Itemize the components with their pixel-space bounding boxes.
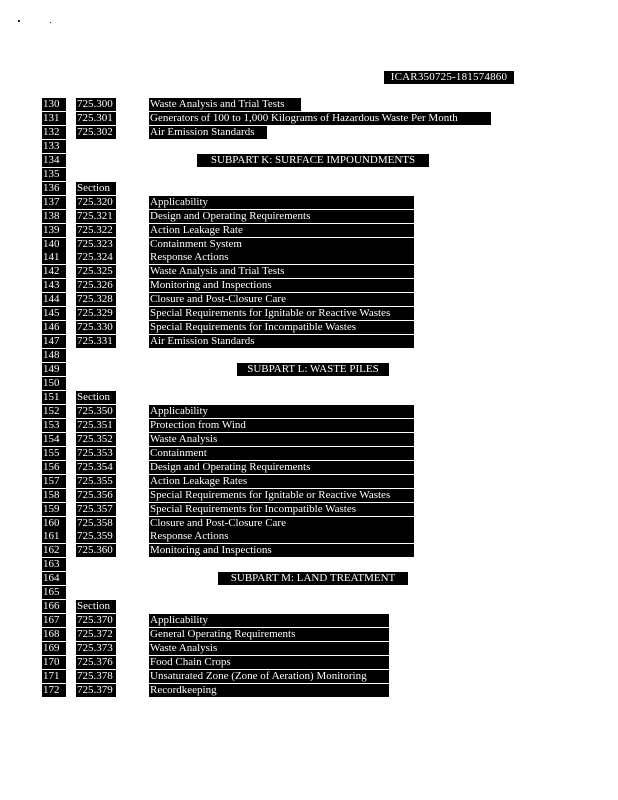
- line-number: 157: [42, 475, 66, 488]
- subpart-heading-row: [0, 363, 618, 376]
- table-row: [0, 112, 618, 125]
- section-title: Design and Operating Requirements: [149, 461, 414, 474]
- table-row: [0, 210, 618, 223]
- line-number: 170: [42, 656, 66, 669]
- section-title: General Operating Requirements: [149, 628, 389, 641]
- line-number: 171: [42, 670, 66, 683]
- table-row: [0, 182, 618, 195]
- line-number: 159: [42, 503, 66, 516]
- section-title: Air Emission Standards: [149, 126, 267, 139]
- table-row: [0, 419, 618, 432]
- section-number: 725.331: [76, 335, 116, 348]
- scan-speck: [50, 22, 51, 23]
- section-title: Design and Operating Requirements: [149, 210, 414, 223]
- section-number: 725.370: [76, 614, 116, 627]
- line-number: 163: [42, 558, 66, 571]
- section-number: 725.302: [76, 126, 116, 139]
- table-row: [0, 168, 618, 181]
- section-number: 725.379: [76, 684, 116, 697]
- line-number: 166: [42, 600, 66, 613]
- section-title: Applicability: [149, 196, 414, 209]
- line-number: 152: [42, 405, 66, 418]
- table-row: [0, 530, 618, 543]
- line-number: 135: [42, 168, 66, 181]
- line-number: 155: [42, 447, 66, 460]
- section-title: Recordkeeping: [149, 684, 389, 697]
- line-number: 167: [42, 614, 66, 627]
- table-row: [0, 307, 618, 320]
- section-number: 725.300: [76, 98, 116, 111]
- table-row: [0, 335, 618, 348]
- section-number: 725.321: [76, 210, 116, 223]
- section-number: 725.360: [76, 544, 116, 557]
- section-title: Closure and Post-Closure Care: [149, 517, 414, 530]
- section-title: Response Actions: [149, 530, 414, 543]
- section-number: 725.328: [76, 293, 116, 306]
- section-number: 725.357: [76, 503, 116, 516]
- section-number: 725.329: [76, 307, 116, 320]
- section-title: Monitoring and Inspections: [149, 544, 414, 557]
- section-number: 725.330: [76, 321, 116, 334]
- section-number: 725.350: [76, 405, 116, 418]
- section-number: 725.356: [76, 489, 116, 502]
- line-number: 161: [42, 530, 66, 543]
- subpart-heading: SUBPART M: LAND TREATMENT: [218, 572, 408, 585]
- line-number: 154: [42, 433, 66, 446]
- section-title: Action Leakage Rates: [149, 475, 414, 488]
- section-number: 725.324: [76, 251, 116, 264]
- section-title: Generators of 100 to 1,000 Kilograms of Hazardous Waste Per Month: [149, 112, 491, 125]
- section-number: 725.376: [76, 656, 116, 669]
- line-number: 148: [42, 349, 66, 362]
- table-row: [0, 265, 618, 278]
- scan-speck: [18, 20, 20, 22]
- line-number: 143: [42, 279, 66, 292]
- section-title: Monitoring and Inspections: [149, 279, 414, 292]
- table-row: [0, 98, 618, 111]
- section-number: 725.378: [76, 670, 116, 683]
- section-number: 725.326: [76, 279, 116, 292]
- table-row: [0, 321, 618, 334]
- section-title: Waste Analysis: [149, 642, 389, 655]
- table-row: [0, 126, 618, 139]
- section-number: 725.351: [76, 419, 116, 432]
- line-number: 146: [42, 321, 66, 334]
- line-number: 149: [42, 363, 66, 376]
- table-row: [0, 628, 618, 641]
- subpart-heading: SUBPART K: SURFACE IMPOUNDMENTS: [197, 154, 429, 167]
- line-number: 138: [42, 210, 66, 223]
- line-number: 142: [42, 265, 66, 278]
- line-number: 165: [42, 586, 66, 599]
- document-id: ICAR350725-181574860: [384, 71, 514, 84]
- section-title: Waste Analysis and Trial Tests: [149, 98, 301, 111]
- line-number: 136: [42, 182, 66, 195]
- section-title: Special Requirements for Incompatible Wastes: [149, 503, 414, 516]
- table-row: [0, 600, 618, 613]
- line-number: 134: [42, 154, 66, 167]
- table-row: [0, 349, 618, 362]
- table-row: [0, 517, 618, 530]
- section-title: Applicability: [149, 405, 414, 418]
- section-title: Applicability: [149, 614, 389, 627]
- line-number: 158: [42, 489, 66, 502]
- line-number: 172: [42, 684, 66, 697]
- table-row: [0, 461, 618, 474]
- line-number: 150: [42, 377, 66, 390]
- line-number: 153: [42, 419, 66, 432]
- line-number: 131: [42, 112, 66, 125]
- section-number: 725.355: [76, 475, 116, 488]
- section-number: 725.353: [76, 447, 116, 460]
- line-number: 137: [42, 196, 66, 209]
- subpart-heading-row: [0, 154, 618, 167]
- section-title: Air Emission Standards: [149, 335, 414, 348]
- line-number: 145: [42, 307, 66, 320]
- section-number: 725.372: [76, 628, 116, 641]
- line-number: 156: [42, 461, 66, 474]
- section-number: 725.323: [76, 238, 116, 251]
- subpart-heading: SUBPART L: WASTE PILES: [237, 363, 389, 376]
- table-row: [0, 224, 618, 237]
- line-number: 162: [42, 544, 66, 557]
- section-title: Action Leakage Rate: [149, 224, 414, 237]
- table-row: [0, 489, 618, 502]
- line-number: 168: [42, 628, 66, 641]
- section-number: Section: [76, 182, 116, 195]
- table-row: [0, 293, 618, 306]
- section-number: 725.325: [76, 265, 116, 278]
- table-row: [0, 238, 618, 251]
- table-row: [0, 196, 618, 209]
- section-title: Waste Analysis and Trial Tests: [149, 265, 414, 278]
- line-number: 133: [42, 140, 66, 153]
- section-title: Special Requirements for Incompatible Wastes: [149, 321, 414, 334]
- line-number: 151: [42, 391, 66, 404]
- section-number: 725.322: [76, 224, 116, 237]
- line-number: 139: [42, 224, 66, 237]
- section-title: Response Actions: [149, 251, 414, 264]
- table-row: [0, 614, 618, 627]
- section-number: Section: [76, 391, 116, 404]
- table-row: [0, 405, 618, 418]
- section-title: Closure and Post-Closure Care: [149, 293, 414, 306]
- section-title: Food Chain Crops: [149, 656, 389, 669]
- table-row: [0, 433, 618, 446]
- section-title: Protection from Wind: [149, 419, 414, 432]
- line-number: 147: [42, 335, 66, 348]
- table-row: [0, 447, 618, 460]
- table-row: [0, 642, 618, 655]
- line-number: 140: [42, 238, 66, 251]
- section-title: Containment: [149, 447, 414, 460]
- line-number: 164: [42, 572, 66, 585]
- section-number: 725.358: [76, 517, 116, 530]
- table-row: [0, 586, 618, 599]
- section-title: Waste Analysis: [149, 433, 414, 446]
- table-row: [0, 558, 618, 571]
- table-row: [0, 391, 618, 404]
- table-row: [0, 140, 618, 153]
- table-row: [0, 503, 618, 516]
- line-number: 141: [42, 251, 66, 264]
- line-number: 160: [42, 517, 66, 530]
- section-number: 725.301: [76, 112, 116, 125]
- table-row: [0, 475, 618, 488]
- section-title: Unsaturated Zone (Zone of Aeration) Monitoring: [149, 670, 389, 683]
- section-number: 725.373: [76, 642, 116, 655]
- section-number: 725.352: [76, 433, 116, 446]
- section-number: Section: [76, 600, 116, 613]
- table-row: [0, 279, 618, 292]
- table-row: [0, 656, 618, 669]
- table-row: [0, 251, 618, 264]
- line-number: 169: [42, 642, 66, 655]
- section-number: 725.354: [76, 461, 116, 474]
- table-row: [0, 684, 618, 697]
- line-number: 144: [42, 293, 66, 306]
- table-row: [0, 670, 618, 683]
- section-number: 725.359: [76, 530, 116, 543]
- table-row: [0, 377, 618, 390]
- section-title: Special Requirements for Ignitable or Reactive Wastes: [149, 307, 414, 320]
- section-title: Containment System: [149, 238, 414, 251]
- table-row: [0, 544, 618, 557]
- line-number: 130: [42, 98, 66, 111]
- subpart-heading-row: [0, 572, 618, 585]
- line-number: 132: [42, 126, 66, 139]
- section-title: Special Requirements for Ignitable or Reactive Wastes: [149, 489, 414, 502]
- section-number: 725.320: [76, 196, 116, 209]
